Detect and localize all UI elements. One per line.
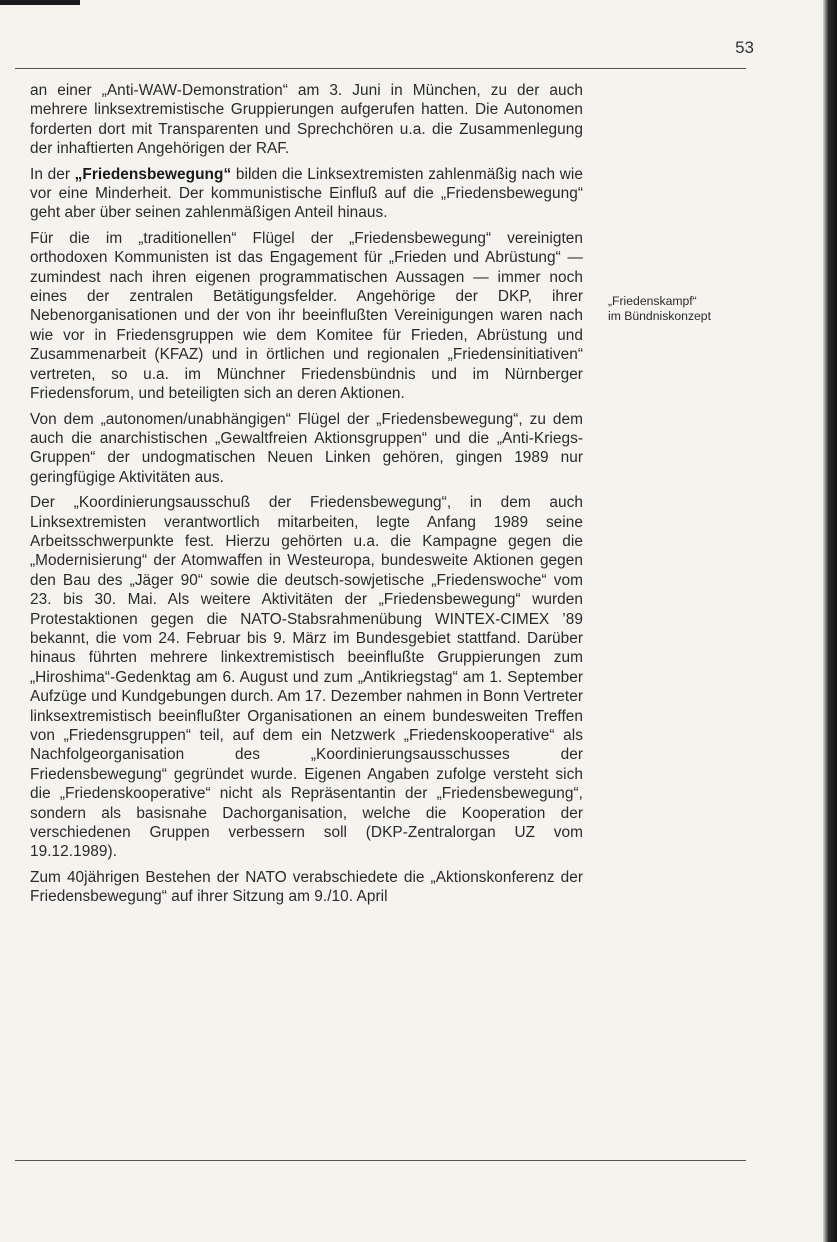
body-text (30, 81, 583, 913)
paragraph-5-text: Der „Koordinierungsausschuß der Friedensbewegung“, in dem auch Linksextremisten verantwortlich mitarbeiten, legte Anfang 1989 seine Arbeitsschwerpunkte fest. Hierzu gehörten u.a. die Kampagne gegen die „Modernisierung“ der Atomwaffen in Westeuropa, bundesweite Aktionen gegen den Bau des „Jäger 90“ sowie die deutsch-sowjetische „Friedenswoche“ vom 23. bis 30. Mai. Als weitere Aktivitäten der „Friedensbewegung“ wurden Protestaktionen gegen die NATO-Stabsrahmenübung WINTEX-CIMEX ’89 bekannt, die vom 24. Februar bis 9. März im Bundesgebiet stattfand. Darüber hinaus führten mehrere linkextremistisch beeinflußte Gruppierungen zum „Hiroshima“-Gedenktag am 6. August und zum „Antikriegstag“ am 1. September Aufzüge und Kundgebungen durch. Am 17. Dezember nahmen in Bonn Vertreter linksextremistisch beeinflußter Organisationen an einem bundesweiten Treffen von „Friedensgruppen“ teil, auf dem ein Netzwerk „Friedenskooperative“ als Nachfolgeorganisation des „Koordinierungsausschusses der Friedensbewegung“ gegründet wurde. Eigenen Angaben zufolge versteht sich die „Friedenskooperative“ nicht als Repräsentantin der „Friedensbewegung“, sondern als basisnahe Dachorganisation, welche die Kooperation der verschiedenen Gruppen verbessern soll (DKP-Zentralorgan UZ vom 19.12.1989). (30, 494, 583, 861)
page-number: 53 (735, 38, 754, 57)
footer-rule (15, 1160, 746, 1161)
paragraph-4-text: Von dem „autonomen/unabhängigen“ Flügel der „Friedensbewegung“, zu dem auch die anarchistischen „Gewaltfreien Aktionsgruppen“ und die „Anti-Kriegs-Gruppen“ der undogmatischen Neuen Linken gehören, gingen 1989 nur geringfügige Aktivitäten aus. (30, 410, 583, 486)
paragraph-2 (30, 165, 583, 223)
keyword-friedensbewegung: „Friedensbewegung“ (74, 165, 232, 183)
paragraph-2-pre: In der (30, 165, 75, 183)
margin-note (608, 294, 758, 324)
margin-note-line-2: im Bündniskonzept (608, 309, 711, 323)
paragraph-3-text: Für die im „traditionellen“ Flügel der „Friedensbewegung“ vereinigten orthodoxen Kommunisten ist das Engagement für „Frieden und Abrüstung“ — zumindest nach ihren eigenen programmatischen Aussagen — immer noch eines der zentralen Betätigungsfelder. Angehörige der DKP, ihrer Nebenorganisationen und der von ihr beeinflußten Vereinigungen waren nach wie vor in Friedensgruppen wie dem Komitee für Frieden, Abrüstung und Zusammenarbeit (KFAZ) und in örtlichen und regionalen „Friedensinitiativen“ vertreten, so u.a. im Münchner Friedensbündnis und im Nürnberger Friedensforum, und beteiligten sich an deren Aktionen. (30, 229, 583, 403)
margin-note-line-1: „Friedenskampf“ (608, 294, 697, 308)
paragraph-4 (30, 410, 583, 488)
paragraph-6-text: Zum 40jährigen Bestehen der NATO verabschiedete die „Aktionskonferenz der Friedensbewegung“ auf ihrer Sitzung am 9./10. April (30, 868, 583, 906)
paragraph-2-text: bilden die Linksextremisten zahlenmäßig nach wie vor eine Minderheit. Der kommunistische Einfluß auf die „Friedensbewegung“ geht aber über seinen zahlenmäßigen Anteil hinaus. (30, 165, 583, 222)
paragraph-5 (30, 493, 583, 862)
scan-edge-top (0, 0, 80, 5)
paragraph-1-text: an einer „Anti-WAW-Demonstration“ am 3. Juni in München, zu der auch mehrere linksextremistische Gruppierungen aufgerufen hatten. Die Autonomen forderten dort mit Transparenten und Sprechchören u.a. die Zusammenlegung der inhaftierten Angehörigen der RAF. (30, 82, 583, 158)
paragraph-1 (30, 81, 583, 159)
paragraph-3 (30, 229, 583, 404)
scan-edge-right (823, 0, 837, 1242)
header-rule (15, 68, 746, 69)
paragraph-6 (30, 868, 583, 907)
